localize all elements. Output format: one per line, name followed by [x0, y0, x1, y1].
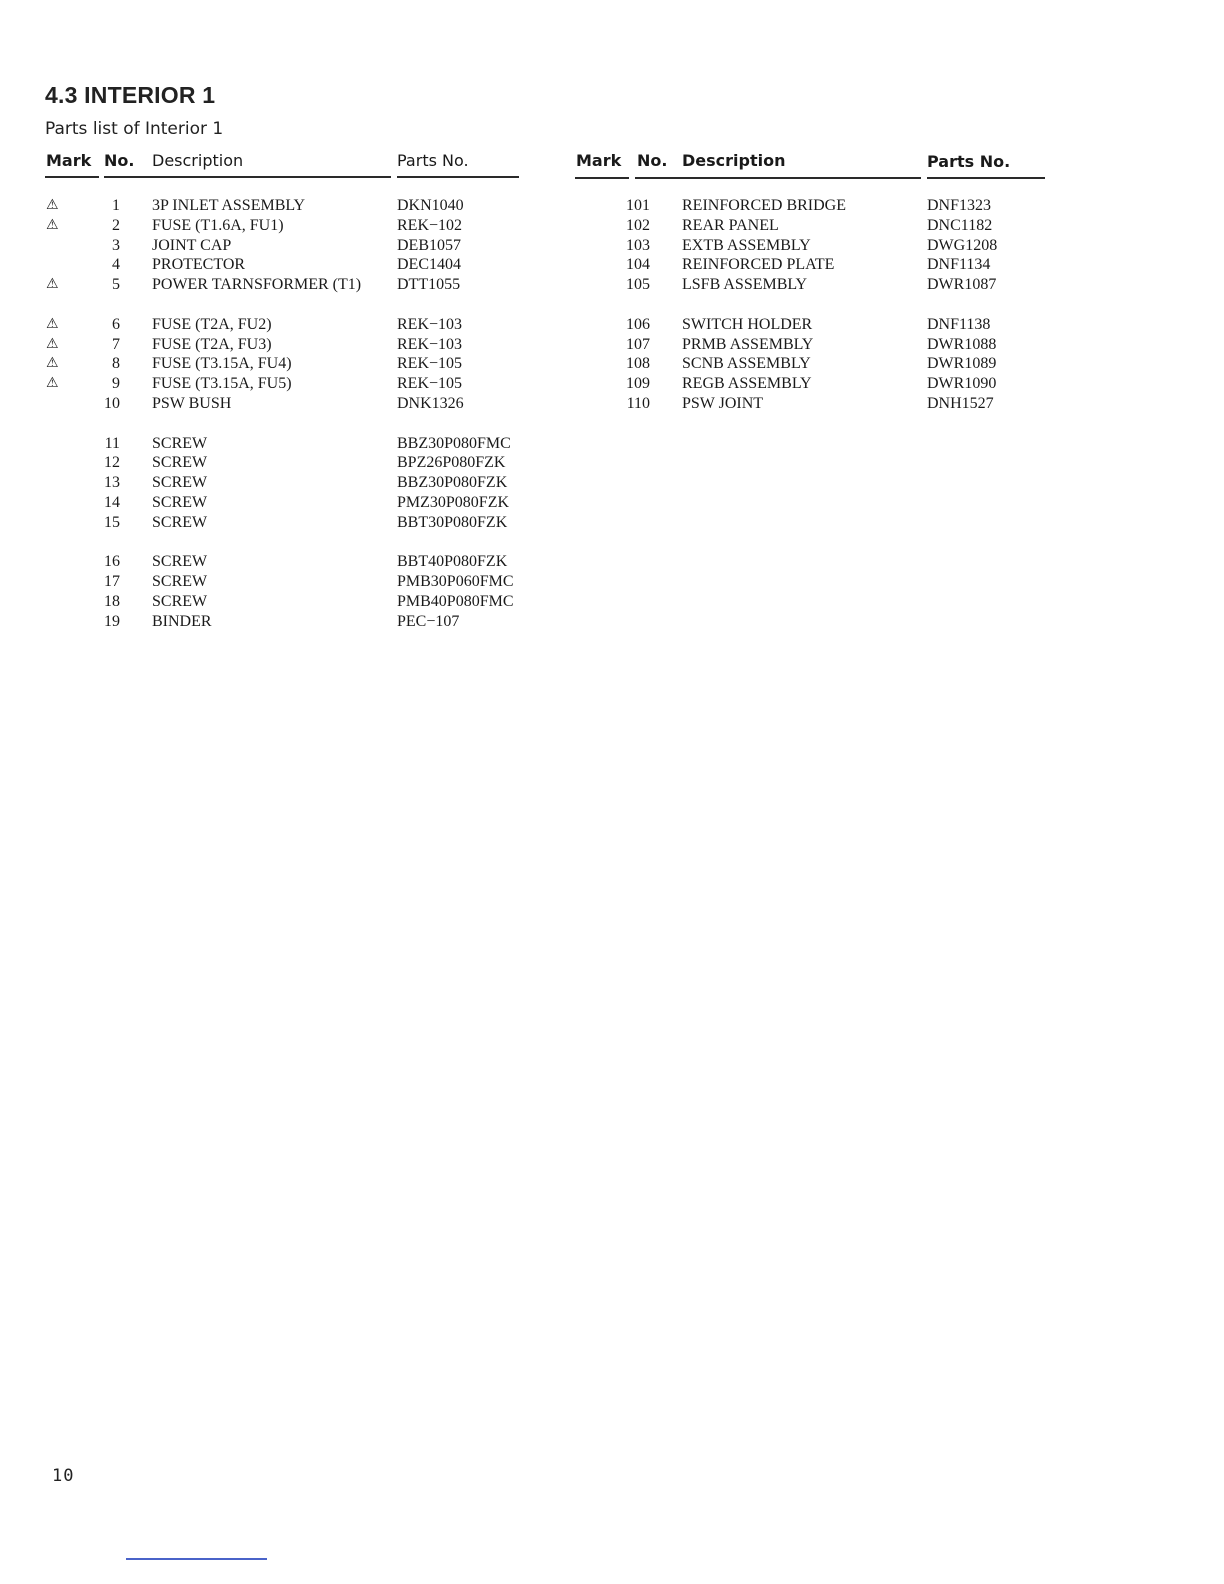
part-code: DTT1055	[397, 276, 461, 294]
part-code: DWR1088	[927, 335, 997, 353]
right-header-parts-no: Parts No.	[927, 152, 1011, 171]
part-number: 4	[112, 256, 120, 274]
table-row	[0, 592, 560, 612]
part-number: 19	[104, 612, 120, 630]
part-number: 104	[626, 256, 650, 274]
table-row	[0, 374, 1224, 394]
part-code: BBZ30P080FZK	[397, 474, 508, 492]
safety-warning-icon: ⚠	[46, 216, 59, 233]
safety-warning-icon: ⚠	[46, 355, 59, 372]
part-code: REK−103	[397, 315, 463, 333]
part-description: BINDER	[152, 612, 212, 630]
table-row	[0, 453, 560, 473]
part-code: REK−105	[397, 375, 463, 393]
part-code: PEC−107	[397, 612, 460, 630]
part-description: REINFORCED PLATE	[682, 256, 835, 274]
part-description: FUSE (T2A, FU2)	[152, 315, 272, 333]
table-row	[0, 275, 1224, 295]
parts-list-subtitle: Parts list of Interior 1	[45, 119, 224, 139]
part-description: REAR PANEL	[682, 216, 779, 234]
part-code: REK−102	[397, 216, 463, 234]
left-header-description: Description	[152, 151, 244, 170]
part-number: 9	[112, 375, 120, 393]
table-row	[0, 335, 1224, 355]
part-number: 10	[104, 394, 120, 412]
table-row	[0, 394, 1224, 414]
right-header-description: Description	[682, 151, 786, 170]
part-description: SCREW	[152, 434, 208, 452]
part-number: 16	[104, 553, 120, 571]
left-header-no: No.	[104, 151, 135, 170]
table-row	[0, 473, 560, 493]
part-number: 14	[104, 493, 120, 511]
part-description: SCREW	[152, 454, 208, 472]
part-description: EXTB ASSEMBLY	[682, 236, 811, 254]
safety-warning-icon: ⚠	[46, 375, 59, 392]
safety-warning-icon: ⚠	[46, 335, 59, 352]
part-code: REK−105	[397, 355, 463, 373]
table-row	[0, 513, 560, 533]
part-number: 8	[112, 355, 120, 373]
part-code: DEB1057	[397, 236, 461, 254]
right-header-no: No.	[637, 151, 668, 170]
table-row	[0, 434, 560, 454]
part-code: DNC1182	[927, 216, 993, 234]
part-description: REGB ASSEMBLY	[682, 375, 812, 393]
part-description: PRMB ASSEMBLY	[682, 335, 814, 353]
part-description: PROTECTOR	[152, 256, 246, 274]
part-code: DWR1090	[927, 375, 997, 393]
part-description: SCREW	[152, 474, 208, 492]
part-number: 109	[626, 375, 650, 393]
part-number: 3	[112, 236, 120, 254]
part-description: SCREW	[152, 513, 208, 531]
left-header-mark: Mark	[46, 151, 92, 170]
part-number: 5	[112, 276, 120, 294]
part-code: DNH1527	[927, 394, 994, 412]
table-row	[0, 236, 1224, 256]
part-code: PMZ30P080FZK	[397, 493, 510, 511]
part-description: FUSE (T3.15A, FU4)	[152, 355, 292, 373]
part-description: FUSE (T2A, FU3)	[152, 335, 272, 353]
part-description: SCREW	[152, 592, 208, 610]
part-code: PMB40P080FMC	[397, 592, 514, 610]
part-number: 106	[626, 315, 650, 333]
part-code: DWR1087	[927, 276, 997, 294]
left-header-rule-mark	[45, 176, 99, 178]
part-code: BBT40P080FZK	[397, 553, 508, 571]
part-code: DNF1134	[927, 256, 991, 274]
part-code: REK−103	[397, 335, 463, 353]
part-description: SWITCH HOLDER	[682, 315, 813, 333]
part-description: LSFB ASSEMBLY	[682, 276, 808, 294]
safety-warning-icon: ⚠	[46, 315, 59, 332]
table-row	[0, 572, 560, 592]
part-description: PSW JOINT	[682, 394, 764, 412]
part-number: 12	[104, 454, 120, 472]
right-parts-table	[0, 196, 1224, 414]
part-description: POWER TARNSFORMER (T1)	[152, 276, 362, 294]
part-code: PMB30P060FMC	[397, 573, 514, 591]
footer-rule	[126, 1558, 267, 1560]
part-number: 13	[104, 474, 120, 492]
part-code: DNF1138	[927, 315, 991, 333]
table-row	[0, 196, 1224, 216]
page-number: 10	[52, 1466, 75, 1486]
part-code: DWG1208	[927, 236, 998, 254]
part-description: JOINT CAP	[152, 236, 232, 254]
part-number: 102	[626, 216, 650, 234]
part-number: 107	[626, 335, 650, 353]
table-row	[0, 493, 560, 513]
part-code: DWR1089	[927, 355, 997, 373]
safety-warning-icon: ⚠	[46, 197, 59, 213]
part-description: FUSE (T1.6A, FU1)	[152, 216, 284, 234]
part-description: SCREW	[152, 573, 208, 591]
right-header-rule-parts	[927, 177, 1045, 179]
part-number: 105	[626, 276, 650, 294]
table-row	[0, 315, 1224, 335]
safety-warning-icon: ⚠	[46, 276, 59, 293]
table-row	[0, 552, 560, 572]
table-row	[0, 354, 1224, 374]
left-header-rule-description	[104, 176, 391, 178]
part-code: BPZ26P080FZK	[397, 454, 506, 472]
table-row	[0, 612, 560, 632]
part-number: 103	[626, 236, 650, 254]
part-number: 11	[104, 434, 120, 452]
part-description: SCREW	[152, 493, 208, 511]
part-code: DEC1404	[397, 256, 461, 274]
right-header-rule-description	[635, 177, 921, 179]
table-row	[0, 216, 1224, 236]
section-title: 4.3 INTERIOR 1	[45, 82, 216, 108]
part-code: BBT30P080FZK	[397, 513, 508, 531]
part-code: DKN1040	[397, 197, 464, 214]
left-header-rule-parts	[397, 176, 519, 178]
part-number: 6	[112, 315, 120, 333]
part-code: DNK1326	[397, 394, 464, 412]
part-number: 7	[112, 335, 120, 353]
right-header-mark: Mark	[576, 151, 622, 170]
part-description: SCNB ASSEMBLY	[682, 355, 811, 373]
table-row	[0, 255, 1224, 275]
part-number: 15	[104, 513, 120, 531]
part-description: FUSE (T3.15A, FU5)	[152, 375, 292, 393]
part-code: DNF1323	[927, 197, 992, 214]
part-code: BBZ30P080FMC	[397, 434, 511, 452]
part-number: 1	[112, 197, 120, 214]
part-description: PSW BUSH	[152, 394, 232, 412]
part-description: REINFORCED BRIDGE	[682, 197, 847, 214]
right-header-rule-mark	[575, 177, 629, 179]
part-number: 17	[104, 573, 120, 591]
part-number: 110	[626, 394, 650, 412]
part-number: 18	[104, 592, 120, 610]
part-description: SCREW	[152, 553, 208, 571]
left-header-parts-no: Parts No.	[397, 151, 469, 170]
part-number: 101	[626, 197, 650, 214]
part-number: 2	[112, 216, 120, 234]
part-number: 108	[626, 355, 650, 373]
part-description: 3P INLET ASSEMBLY	[152, 197, 306, 214]
